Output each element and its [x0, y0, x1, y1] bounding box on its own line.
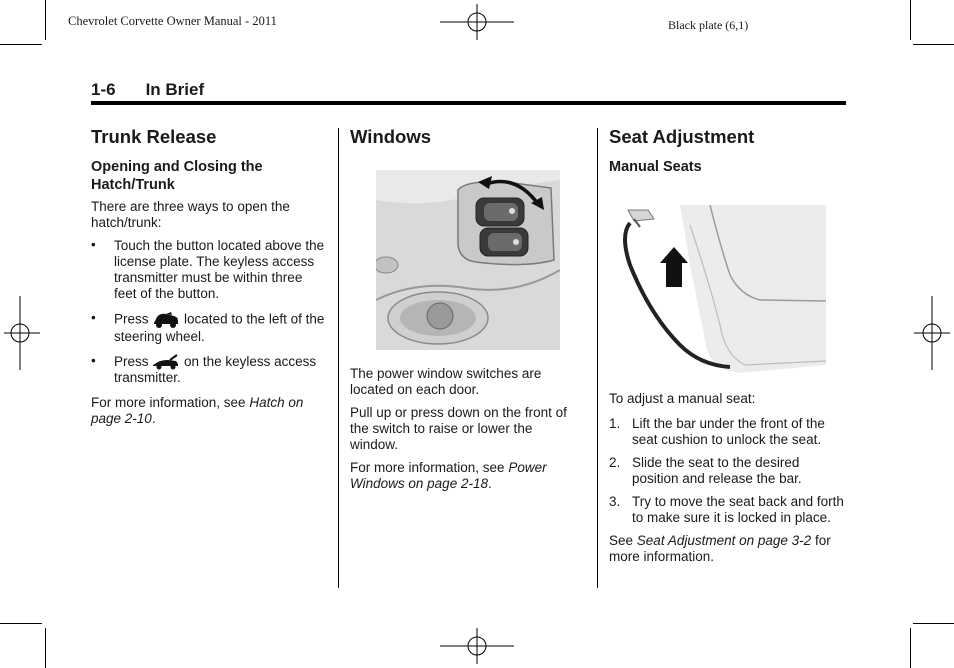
step-number: 1.	[609, 416, 621, 431]
list-item	[609, 416, 849, 448]
manual-seat-bar-illustration	[620, 205, 826, 377]
bullet: •	[91, 237, 96, 252]
column-divider-2	[597, 128, 598, 588]
windows-body	[350, 366, 580, 499]
bullet: •	[91, 353, 96, 368]
registration-mark-left	[2, 296, 42, 370]
plate-label: Black plate (6,1)	[668, 18, 749, 32]
registration-mark-top	[440, 2, 514, 42]
registration-mark-right	[912, 296, 952, 370]
windows-title: Windows	[350, 126, 432, 147]
step-text: Lift the bar under the front of the seat cushion to unlock the seat.	[632, 416, 825, 447]
trunk-release-icon	[152, 311, 180, 329]
seat-steps-list	[609, 416, 849, 526]
trunk-release-subtitle: Opening and Closing the Hatch/Trunk	[91, 159, 263, 193]
section-name: In Brief	[145, 80, 205, 99]
trunk-intro: There are three ways to open the hatch/trunk:	[91, 199, 290, 230]
seat-body	[609, 391, 849, 572]
bullet-text-pre: Press	[114, 311, 149, 327]
bullet-text-pre: Press	[114, 354, 149, 369]
seat-adjustment-subtitle: Manual Seats	[609, 159, 702, 175]
windows-p2: Pull up or press down on the front of the switch to raise or lower the window.	[350, 405, 567, 452]
seat-intro: To adjust a manual seat:	[609, 391, 756, 406]
header-rule	[91, 101, 846, 105]
step-text: Slide the seat to the desired position and release the bar.	[632, 455, 802, 486]
running-head	[91, 80, 204, 100]
seat-see-also: See Seat Adjustment on page 3-2 for more information.	[609, 533, 831, 564]
cross-reference: Seat Adjustment on page 3-2	[636, 533, 812, 548]
list-item	[91, 354, 327, 386]
cross-reference: Power Windows on page 2-18	[350, 460, 547, 491]
step-number: 3.	[609, 494, 621, 509]
windows-more-info: For more information, see Power Windows on page 2-18.	[350, 460, 547, 491]
bullet-text-post: located to the left of the steering wheel.	[114, 311, 325, 344]
bullet-text-post: on the keyless access transmitter.	[114, 354, 317, 386]
step-text: Try to move the seat back and forth to make sure it is locked in place.	[632, 494, 844, 525]
manual-title: Chevrolet Corvette Owner Manual - 2011	[68, 14, 277, 28]
bullet: •	[91, 310, 96, 325]
seat-adjustment-title: Seat Adjustment	[609, 126, 755, 147]
power-window-switch-illustration	[376, 170, 560, 350]
bullet-text: Touch the button located above the license plate. The keyless access transmitter must be within three feet of the button.	[114, 238, 325, 301]
trunk-remote-icon	[152, 354, 180, 370]
cross-reference: Hatch on page 2-10	[91, 395, 304, 427]
trunk-release-title: Trunk Release	[91, 126, 217, 147]
trunk-more-info: For more information, see Hatch on page 2-10.	[91, 395, 304, 427]
list-item	[91, 238, 327, 302]
column-divider-1	[338, 128, 339, 588]
trunk-release-section	[91, 126, 327, 434]
list-item	[91, 311, 327, 345]
registration-mark-bottom	[440, 626, 514, 666]
list-item	[609, 494, 849, 526]
seat-adjustment-section	[609, 126, 849, 181]
page-number: 1-6	[91, 80, 116, 99]
windows-p1: The power window switches are located on each door.	[350, 366, 542, 397]
step-number: 2.	[609, 455, 621, 470]
list-item	[609, 455, 849, 487]
windows-section	[350, 126, 582, 158]
